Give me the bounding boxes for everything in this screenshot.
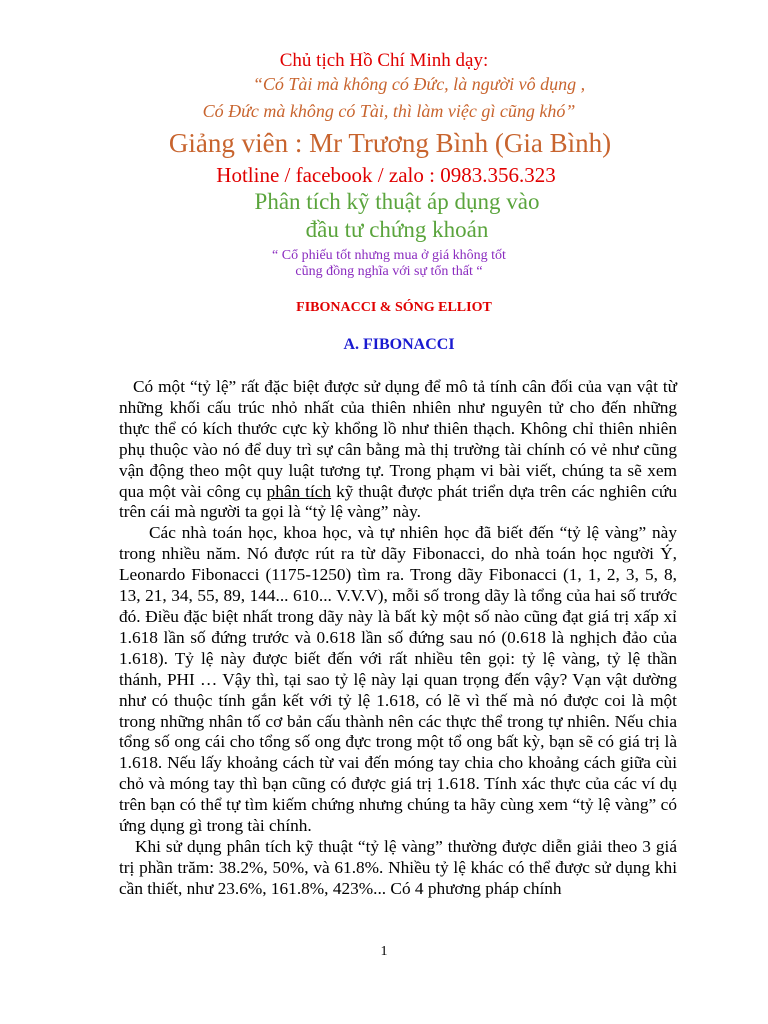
document-title: FIBONACCI & SÓNG ELLIOT — [296, 300, 492, 315]
lecturer-name: Giảng viên : Mr Trương Bình (Gia Bình) — [168, 128, 612, 158]
subtitle-line-1: Phân tích kỹ thuật áp dụng vào — [254, 189, 540, 214]
paragraph-1-text-a: Có một “tỷ lệ” rất đặc biệt được sử dụng để mô tả tính cân đối của vạn vật từ những khối cấu trúc nhỏ nhất của thiên nhiên như nguyên tử cho đến những thực thể có kích thước cực kỳ khổng lồ như thiên thạch. Không chỉ thiên nhiên phụ thuộc vào nó để duy trì sự cân bằng mà thị trường tài chính có vẻ như cũng vận động theo một quy luật tương tự. Trong phạm vi bài viết, chúng ta sẽ xem qua một vài công cụ — [119, 377, 677, 501]
page-number: 1 — [380, 944, 388, 959]
section-title: A. FIBONACCI — [343, 336, 455, 353]
analysis-link[interactable]: phân tích — [266, 481, 332, 501]
paragraph-2: Các nhà toán học, khoa học, và tự nhiên học đã biết đến “tỷ lệ vàng” này trong nhiều năm. Nó được rút ra từ dãy Fibonacci, do nhà toán học người Ý, Leonardo Fibonacci (1175-1250) tìm ra. Trong dãy Fibonacci (1, 1, 2, 3, 5, 8, 13, 21, 34, 55, 89, 144... 610... V.V.V), mỗi số trong dãy là tổng của hai số trước đó. Điều đặc biệt nhất trong dãy này là bất kỳ một số nào cũng đạt giá trị xấp xỉ 1.618 lần số đứng trước và 0.618 lần số đứng sau nó (0.618 là nghịch đảo của 1.618). Tỷ lệ này được biết đến với rất nhiều tên gọi: tỷ lệ vàng, tỷ lệ thần thánh, PHI … Vậy thì, tại sao tỷ lệ này lại quan trọng đến vậy? Vạn vật dường như có thuộc tính gắn kết với tỷ lệ 1.618, có lẽ vì thế mà nó được coi là một trong những nhân tố cơ bản cấu thành nên các thực thể trong tự nhiên. Nếu chia tổng số ong cái cho tổng số ong đực trong một tổ ong bất kỳ, bạn sẽ có giá trị là 1.618. Nếu lấy khoảng cách từ vai đến móng tay chia cho khoảng cách giữa cùi chỏ và móng tay thì bạn cũng có được giá trị 1.618. Tính xác thực của các ví dụ trên bạn có thể tự tìm kiếm chứng nhưng chúng ta hãy cùng xem “tỷ lệ vàng” có ứng dụng gì trong tài chính. — [119, 523, 677, 836]
paragraph-1-text-b: kỹ thuật được phát triển dựa trên các nghiên cứu trên cái mà người ta gọi là “tỷ lệ vàng” này. — [119, 481, 678, 522]
quote-author: Chủ tịch Hồ Chí Minh dạy: — [279, 50, 489, 71]
motto-line-2: cũng đồng nghĩa với sự tổn thất “ — [295, 264, 483, 279]
subtitle-line-2: đầu tư chứng khoán — [305, 217, 489, 242]
motto-line-1: “ Cổ phiếu tốt nhưng mua ở giá không tốt — [272, 248, 506, 263]
paragraph-3: Khi sử dụng phân tích kỹ thuật “tỷ lệ vàng” thường được diễn giải theo 3 giá trị phần trăm: 38.2%, 50%, và 61.8%. Nhiều tỷ lệ khác có thể được sử dụng khi cần thiết, như 23.6%, 161.8%, 423%... Có 4 phương pháp chính — [119, 836, 677, 898]
quote-line-1: “Có Tài mà không có Đức, là người vô dụng , — [252, 74, 586, 94]
quote-line-2: Có Đức mà không có Tài, thì làm việc gì cũng khó” — [202, 101, 576, 121]
hotline: Hotline / facebook / zalo : 0983.356.323 — [216, 163, 556, 187]
body-text — [119, 377, 677, 900]
paragraph-1 — [119, 377, 677, 523]
